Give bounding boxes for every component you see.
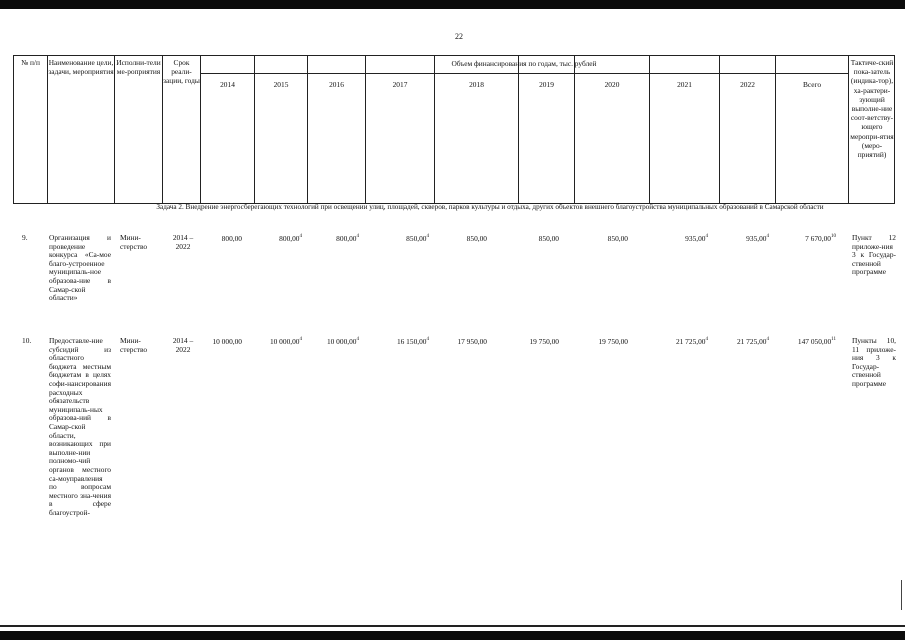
row-10-value-total: 147 050,00$^{11}$ bbox=[797, 337, 836, 346]
row-9-term: 2014 – 2022 bbox=[172, 233, 194, 251]
row-10-value-2016: 10 000,00$^4$ bbox=[326, 337, 359, 346]
row-9-value-2015: 800,00$^4$ bbox=[279, 234, 302, 243]
year-2019: 2019 bbox=[539, 80, 554, 89]
row-10-indicator: Пункты 10, 11 приложе-ния 3 к Государ-ственной программе bbox=[852, 336, 896, 388]
row-9-value-2018: 850,00 bbox=[466, 234, 487, 243]
year-2017: 2017 bbox=[392, 80, 408, 89]
row-10-value-2015: 10 000,00$^4$ bbox=[269, 337, 302, 346]
row-9-name: Организация и проведение конкурса «Са-мое благо-устроенное муниципаль-ное образова-ние в Самар-ской области» bbox=[49, 233, 111, 303]
bottom-border-bar bbox=[0, 631, 905, 640]
row-9-value-2017: 850,00$^4$ bbox=[406, 234, 429, 243]
row-10-executor: Мини-стерство bbox=[120, 336, 148, 354]
row-10-value-2022: 21 725,00$^4$ bbox=[736, 337, 769, 346]
row-9-executor: Мини-стерство bbox=[120, 233, 148, 251]
row-10-num: 10. bbox=[22, 336, 32, 345]
bottom-rule bbox=[0, 625, 905, 627]
header-indicator: Тактиче-ский пока-затель (индика-тор), ха-рактери-зующий выполне-ние соот-ветству-ющего меропри-ятия (меро-приятий) bbox=[850, 58, 894, 160]
year-2018: 2018 bbox=[469, 80, 484, 89]
row-9-value-2016: 800,00$^4$ bbox=[336, 234, 359, 243]
row-9-value-2022: 935,00$^4$ bbox=[746, 234, 769, 243]
row-9-num: 9. bbox=[22, 233, 28, 242]
year-2016: 2016 bbox=[329, 80, 344, 89]
task-heading: Задача 2. Внедрение энергосберегающих технологий при освещении улиц, площадей, скверов, парков культуры и отдыха, других объектов внешнего благоустройства муниципальных образований в Самарской области bbox=[156, 203, 824, 211]
row-10-value-2017: 16 150,00$^4$ bbox=[396, 337, 429, 346]
header-num: № п/п bbox=[21, 58, 40, 67]
year-2022: 2022 bbox=[740, 80, 755, 89]
header-term: Срок реали-зации, годы bbox=[163, 58, 200, 86]
row-10-value-2018: 17 950,00 bbox=[457, 337, 487, 346]
financing-table-header bbox=[13, 55, 895, 204]
row-9-value-2021: 935,00$^4$ bbox=[685, 234, 708, 243]
row-9-value-total: 7 670,00$^{10}$ bbox=[805, 234, 836, 243]
row-9-indicator: Пункт 12 приложе-ния 3 к Государ-ственной программе bbox=[852, 233, 896, 277]
year-2014: 2014 bbox=[220, 80, 235, 89]
top-border-bar bbox=[0, 0, 905, 9]
row-10-value-2019: 19 750,00 bbox=[529, 337, 559, 346]
page-number: 22 bbox=[455, 32, 463, 41]
row-9-value-2014: 800,00 bbox=[221, 234, 242, 243]
year-total: Всего bbox=[802, 80, 822, 89]
year-2021: 2021 bbox=[677, 80, 692, 89]
row-10-value-2020: 19 750,00 bbox=[598, 337, 628, 346]
row-10-value-2014: 10 000,00 bbox=[212, 337, 242, 346]
header-financing: Объем финансирования по годам, тыс. рублей bbox=[451, 59, 597, 68]
header-executors: Исполни-тели ме-роприятия bbox=[116, 58, 161, 77]
row-10-value-2021: 21 725,00$^4$ bbox=[675, 337, 708, 346]
row-10-name: Предоставле-ние субсидий из областного бюджета местным бюджетам в целях софи-нансирования расходных обязательств муниципаль-ных образова-ний в Самар-ской области, возникающих при выполне-нии полномо-чий органов местного са-моуправления по вопросам местного зна-чения в сфере благоустрой- bbox=[49, 336, 111, 517]
year-2020: 2020 bbox=[604, 80, 620, 89]
row-9-value-2019: 850,00 bbox=[538, 234, 559, 243]
scan-edge-mark bbox=[901, 580, 902, 610]
row-10-term: 2014 – 2022 bbox=[172, 336, 194, 354]
year-2015: 2015 bbox=[273, 80, 289, 89]
header-name: Наименование цели, задачи, мероприятия bbox=[48, 58, 114, 77]
row-9-value-2020: 850,00 bbox=[607, 234, 628, 243]
